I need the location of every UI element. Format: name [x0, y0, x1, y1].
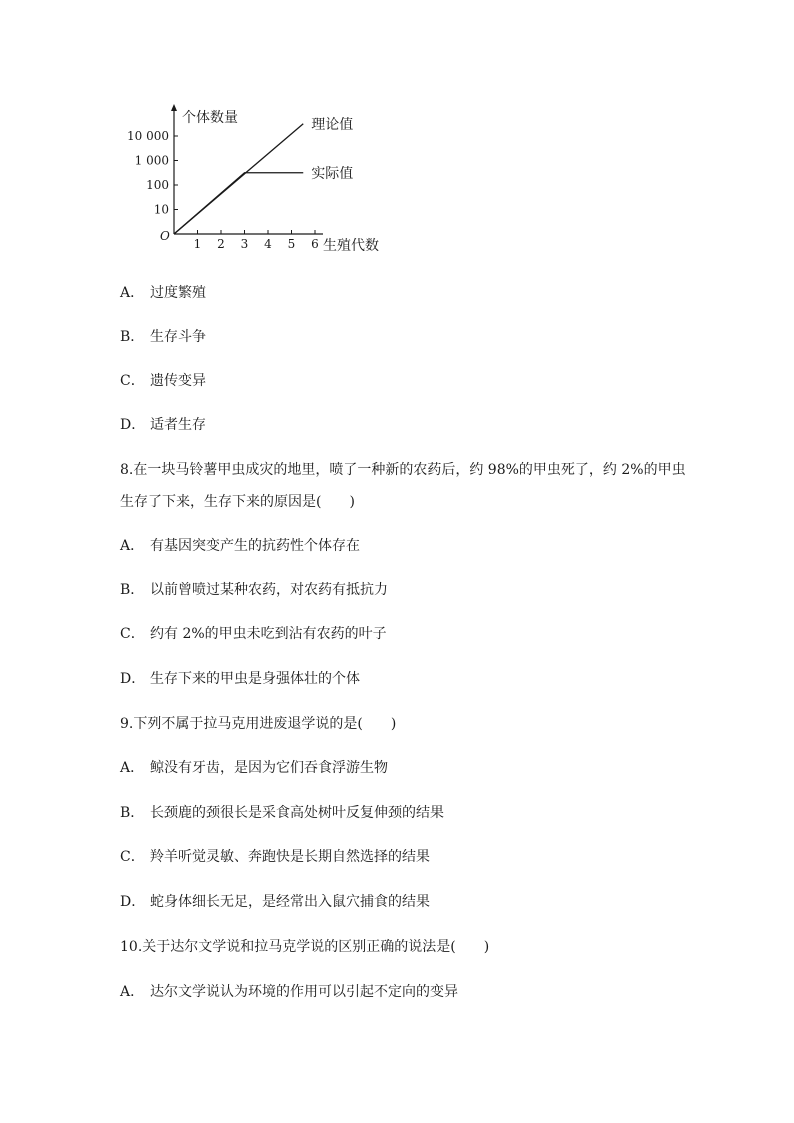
q8-option-a: A． 有基因突变产生的抗药性个体存在 — [120, 538, 360, 554]
theoretical-value-label: 理论值 — [311, 116, 354, 133]
x-tick-label: 5 — [287, 237, 296, 251]
population-growth-chart — [118, 100, 408, 260]
q7-option-a: A． 过度繁殖 — [120, 285, 206, 301]
y-tick-label: 10 000 — [127, 129, 169, 143]
q10-option-a: A． 达尔文学说认为环境的作用可以引起不定向的变异 — [120, 984, 458, 1000]
x-tick-label: 4 — [264, 237, 272, 251]
actual-value-label: 实际值 — [311, 165, 354, 182]
q9-option-d: D． 蛇身体细长无足，是经常出入鼠穴捕食的结果 — [120, 894, 430, 910]
y-axis-arrow — [171, 104, 177, 111]
q9-option-a: A． 鲸没有牙齿，是因为它们吞食浮游生物 — [120, 760, 388, 776]
q8-option-b: B． 以前曾喷过某种农药，对农药有抵抗力 — [120, 582, 388, 598]
y-tick-label: 1 000 — [134, 153, 169, 168]
y-tick-label: 100 — [146, 178, 169, 192]
x-tick-label: 6 — [311, 237, 319, 251]
q9-option-b: B． 长颈鹿的颈很长是采食高处树叶反复伸颈的结果 — [120, 805, 444, 821]
q9-option-c: C． 羚羊听觉灵敏、奔跑快是长期自然选择的结果 — [120, 849, 430, 865]
q7-option-b: B． 生存斗争 — [120, 329, 206, 345]
chart-series — [174, 124, 303, 234]
y-axis-label: 个体数量 — [182, 110, 238, 126]
q8-stem-line2: 生存了下来，生存下来的原因是( ) — [120, 494, 355, 510]
origin-label: O — [160, 229, 170, 243]
chart-ticks — [127, 129, 319, 251]
x-tick-label: 3 — [240, 237, 249, 251]
q8-stem-line1: 8.在一块马铃薯甲虫成灾的地里，喷了一种新的农药后，约 98%的甲虫死了，约 2%的甲虫 — [120, 462, 686, 478]
x-tick-label: 2 — [217, 237, 225, 251]
x-axis-label: 生殖代数 — [323, 238, 379, 254]
y-tick-label: 10 — [153, 202, 169, 217]
q8-option-d: D． 生存下来的甲虫是身强体壮的个体 — [120, 671, 360, 687]
q10-stem: 10.关于达尔文学说和拉马克学说的区别正确的说法是( ) — [120, 939, 490, 955]
x-tick-label: 1 — [193, 237, 202, 251]
q7-option-d: D． 适者生存 — [120, 417, 206, 433]
actual-value-line — [174, 173, 303, 234]
q8-option-c: C． 约有 2%的甲虫未吃到沾有农药的叶子 — [120, 626, 387, 642]
q9-stem: 9.下列不属于拉马克用进废退学说的是( ) — [120, 716, 397, 732]
chart-labels — [182, 109, 379, 254]
q7-option-c: C． 遗传变异 — [120, 373, 206, 389]
